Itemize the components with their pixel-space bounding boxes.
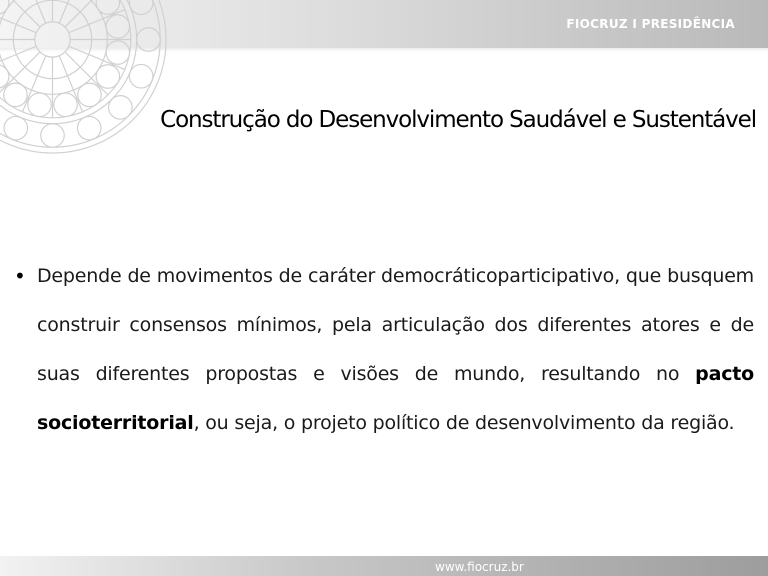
footer-band (0, 556, 768, 576)
decorative-rosette (0, 0, 170, 157)
bullet-marker: • (14, 264, 26, 288)
footer-url: www.fiocruz.br (435, 560, 524, 574)
slide-title: Construção do Desenvolvimento Saudável e Sustentável (160, 107, 756, 133)
bullet-text (37, 252, 754, 448)
brand-label: FIOCRUZ I PRESIDÊNCIA (566, 17, 735, 31)
bullet-text-end: , ou seja, o projeto político de desenvolvimento da região. (193, 412, 735, 434)
bullet-emphasis: pacto socioterritorial (37, 363, 754, 434)
bullet-item (14, 252, 754, 448)
bullet-text-start: Depende de movimentos de caráter democráticoparticipativo, que busquem construir consensos mínimos, pela articulação dos diferentes atores e de suas diferentes propostas e visões de mundo, resultando no (37, 265, 754, 385)
